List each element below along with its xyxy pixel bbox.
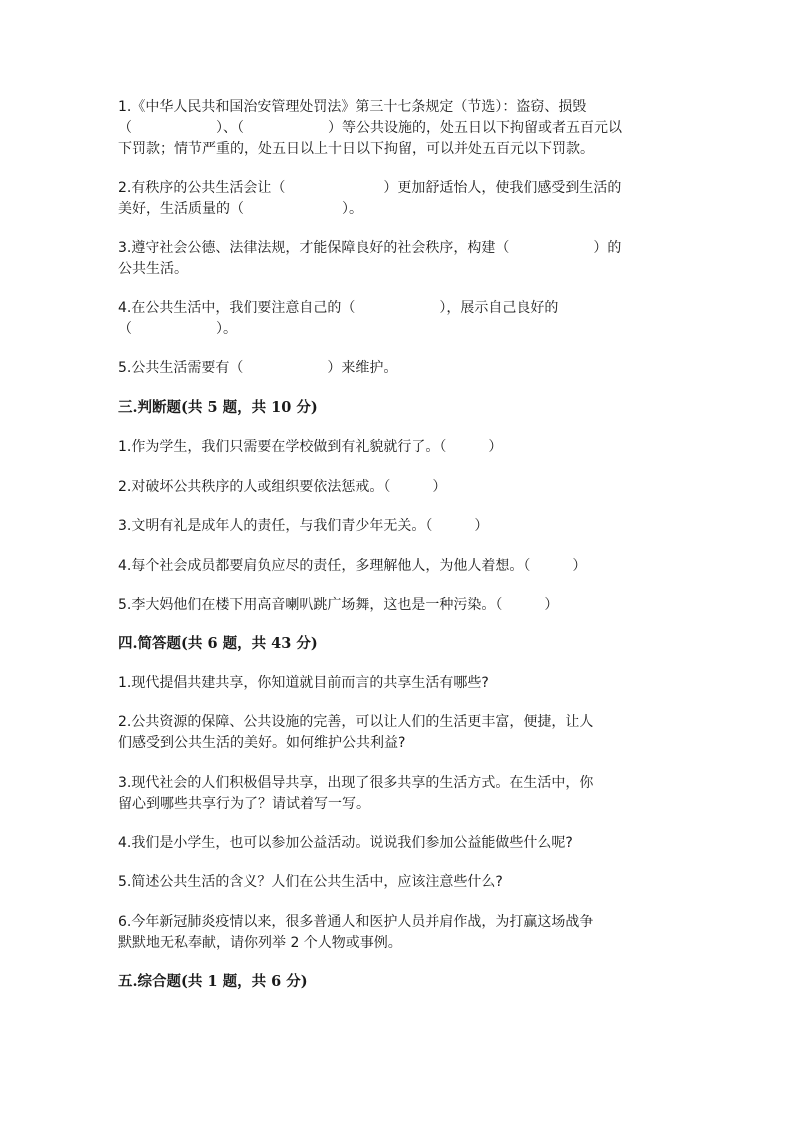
fill-q1-line1: 1.《中华人民共和国治安管理处罚法》第三十七条规定（节选）：盗窃、损毁 — [118, 99, 587, 115]
fill-q1-line2: （ ）、（ ）等公共设施的，处五日以下拘留或者五百元以 — [118, 120, 622, 136]
short-answer-q3-line2: 留心到哪些共享行为了？请试着写一写。 — [118, 796, 370, 812]
fill-q1-line3: 下罚款；情节严重的，处五日以上十日以下拘留，可以并处五百元以下罚款。 — [118, 141, 594, 157]
section-heading-short-answer: 四.简答题(共 6 题，共 43 分) — [118, 635, 318, 652]
short-answer-q3-line1: 3.现代社会的人们积极倡导共享，出现了很多共享的生活方式。在生活中，你 — [118, 775, 594, 791]
judgement-item: 1.作为学生，我们只需要在学校做到有礼貌就行了。（ ） — [118, 439, 503, 455]
fill-q2-line2: 美好，生活质量的（ ）。 — [118, 201, 363, 217]
fill-q3-line2: 公共生活。 — [118, 261, 188, 277]
fill-q4-line1: 4.在公共生活中，我们要注意自己的（ ），展示自己良好的 — [118, 300, 559, 316]
judgement-item: 2.对破坏公共秩序的人或组织要依法惩戒。（ ） — [118, 479, 447, 495]
section-heading-comprehensive: 五.综合题(共 1 题，共 6 分) — [118, 973, 308, 990]
short-answer-q6-line2: 默默地无私奉献，请你列举 2 个人物或事例。 — [118, 935, 402, 951]
judgement-item: 5.李大妈他们在楼下用高音喇叭跳广场舞，这也是一种污染。（ ） — [118, 597, 559, 613]
fill-q3-line1: 3.遵守社会公德、法律法规，才能保障良好的社会秩序，构建（ ）的 — [118, 240, 622, 256]
fill-q4-line2: （ ）。 — [118, 321, 237, 337]
section-heading-judgement: 三.判断题(共 5 题，共 10 分) — [118, 399, 318, 416]
short-answer-q6-line1: 6.今年新冠肺炎疫情以来，很多普通人和医护人员并肩作战，为打赢这场战争 — [118, 914, 594, 930]
short-answer-q4: 4.我们是小学生，也可以参加公益活动。说说我们参加公益能做些什么呢? — [118, 835, 573, 851]
short-answer-q1: 1.现代提倡共建共享，你知道就目前而言的共享生活有哪些? — [118, 675, 489, 691]
fill-q5-line1: 5.公共生活需要有（ ）来维护。 — [118, 360, 398, 376]
short-answer-q2-line1: 2.公共资源的保障、公共设施的完善，可以让人们的生活更丰富，便捷，让人 — [118, 714, 594, 730]
short-answer-q2-line2: 们感受到公共生活的美好。如何维护公共利益? — [118, 735, 406, 751]
fill-q2-line1: 2.有秩序的公共生活会让（ ）更加舒适怡人，使我们感受到生活的 — [118, 180, 622, 196]
short-answer-q5: 5.简述公共生活的含义？人们在公共生活中，应该注意些什么? — [118, 874, 503, 890]
judgement-item: 3.文明有礼是成年人的责任，与我们青少年无关。（ ） — [118, 518, 489, 534]
judgement-item: 4.每个社会成员都要肩负应尽的责任，多理解他人，为他人着想。（ ） — [118, 558, 587, 574]
